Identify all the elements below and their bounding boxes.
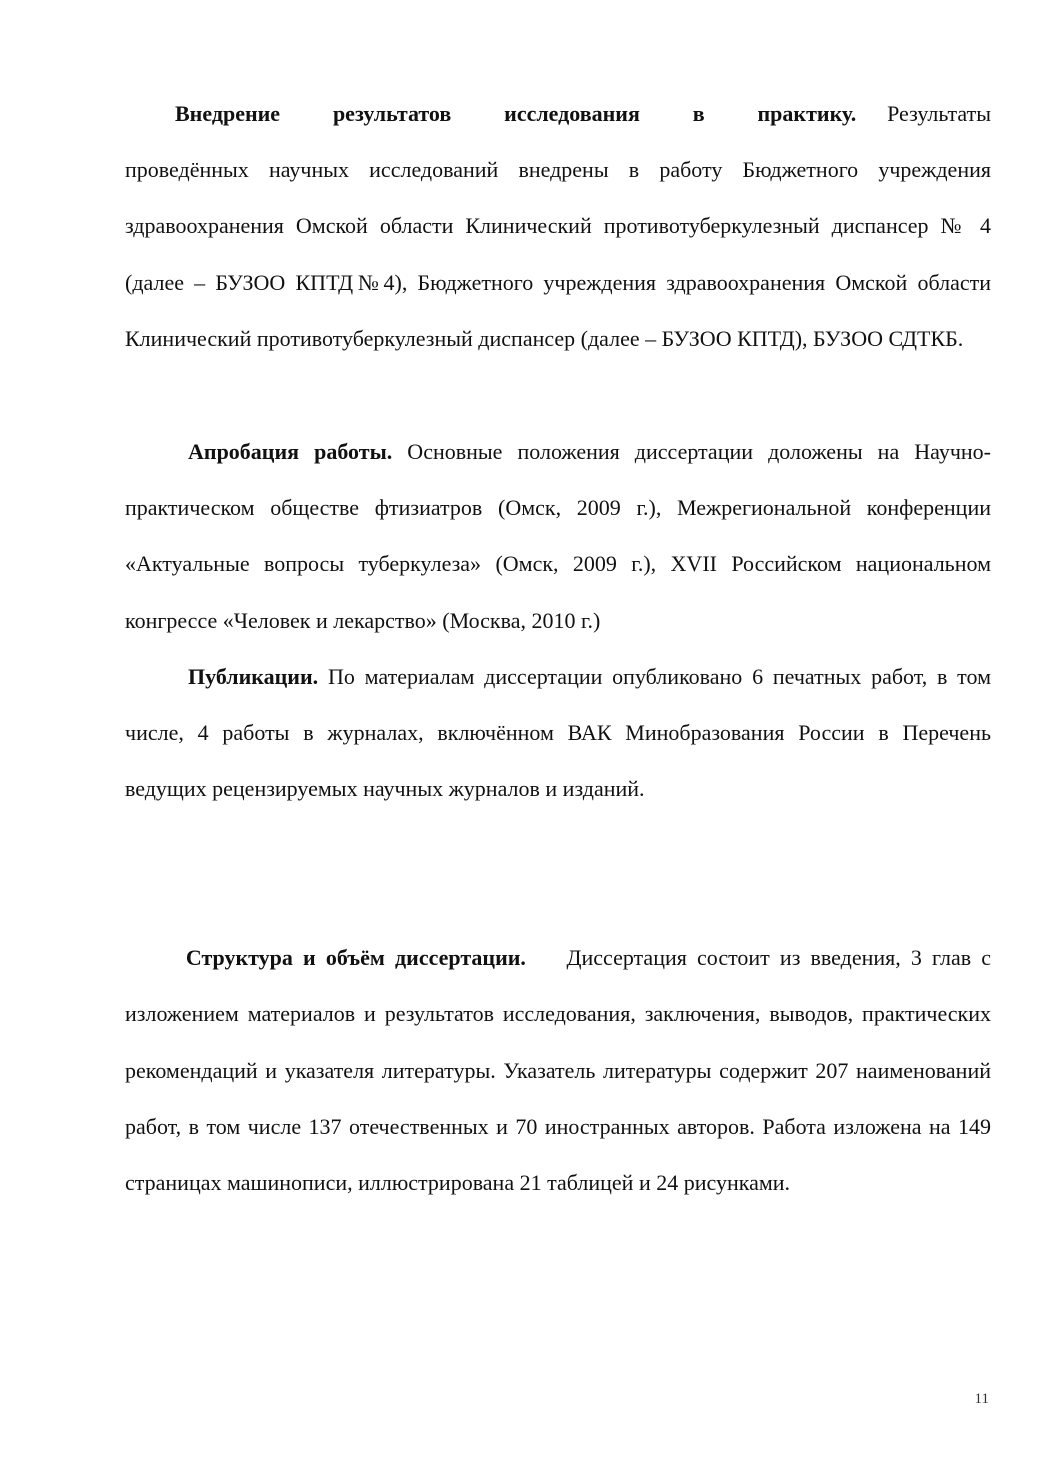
paragraph-implementation: [125, 86, 991, 367]
paragraph-publications: [125, 649, 991, 818]
paragraph-heading: Апробация работы.: [188, 439, 393, 464]
paragraph-body: Основные положения диссертации доложены на Научно-практическом обществе фтизиатров (Омск, 2009 г.), Межрегиональной конференции «Актуальные вопросы туберкулеза» (Омск, 2009 г.), XVII Российском национальном конгрессе «Человек и лекарство» (Москва, 2010 г.): [125, 439, 991, 633]
paragraph-heading: Внедрение результатов исследования в практику.: [175, 101, 857, 126]
paragraph-body: По материалам диссертации опубликовано 6 печатных работ, в том числе, 4 работы в журналах, включённом ВАК Минобразования России в Перечень ведущих рецензируемых научных журналов и изданий.: [125, 664, 991, 802]
page-number: 11: [974, 1391, 989, 1407]
paragraph-structure: [125, 874, 997, 1267]
paragraph-heading: Публикации.: [188, 664, 319, 689]
paragraph-approbation: [125, 424, 991, 649]
paragraph-body: Диссертация состоит из введения, 3 глав с изложением материалов и результатов исследования, заключения, выводов, практических рекомендаций и указателя литературы. Указатель литературы содержит 207 наименований работ, в том числе 137 отечественных и 70 иностранных авторов. Работа изложена на 149 страницах машинописи, иллюстрирована 21 таблицей и 24 рисунками.: [125, 945, 997, 1196]
paragraph-heading: Структура и объём диссертации.: [185, 945, 526, 971]
paragraph-body: Результаты проведённых научных исследований внедрены в работу Бюджетного учреждения здравоохранения Омской области Клинический противотуберкулезный диспансер № 4 (далее – БУЗОО КПТД№4), Бюджетного учреждения здравоохранения Омской области Клинический противотуберкулезный диспансер (далее – БУЗОО КПТД), БУЗОО СДТКБ.: [125, 101, 991, 351]
